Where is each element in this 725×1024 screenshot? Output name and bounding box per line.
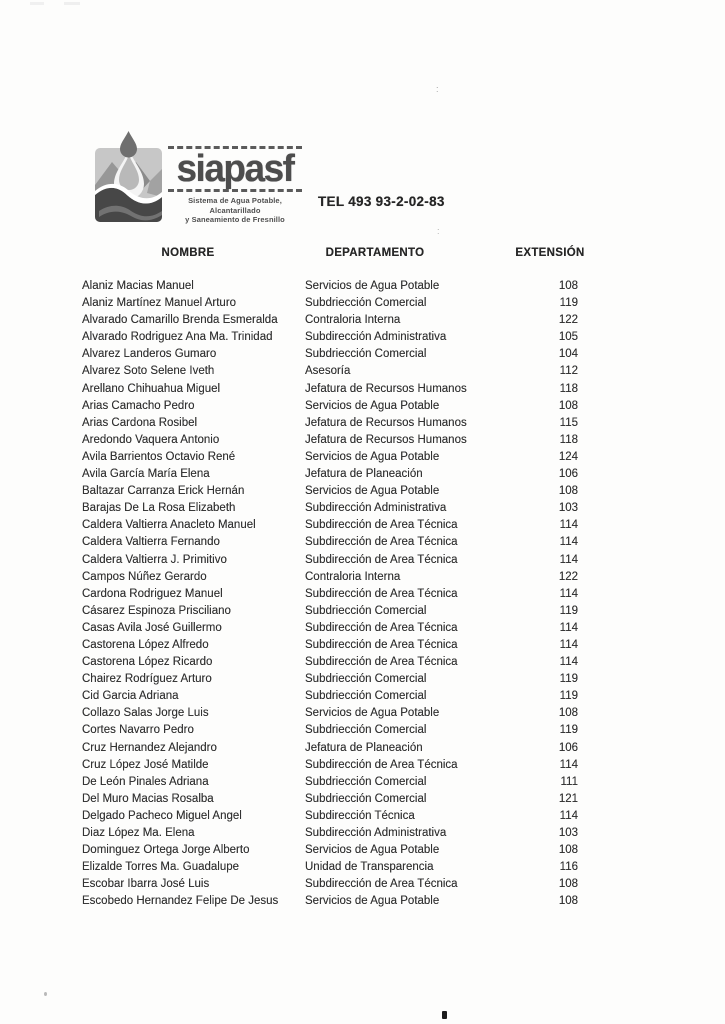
logo-tagline-line2: y Saneamiento de Fresnillo xyxy=(185,215,285,224)
employee-name: Alaniz Macias Manuel xyxy=(82,280,194,292)
table-row xyxy=(82,278,578,295)
employee-name: Caldera Valtierra Anacleto Manuel xyxy=(82,519,256,532)
employee-extension: 108 xyxy=(558,280,578,292)
employee-extension: 114 xyxy=(559,519,578,532)
employee-extension: 114 xyxy=(559,553,578,566)
employee-extension: 108 xyxy=(558,707,578,720)
table-row xyxy=(82,722,578,739)
employee-name: Chairez Rodríguez Arturo xyxy=(82,673,212,686)
employee-department: Subdirección de Area Técnica xyxy=(305,519,458,532)
employee-name: Cruz López José Matilde xyxy=(82,758,209,771)
table-row xyxy=(82,312,578,329)
employee-name: Alvarado Camarillo Brenda Esmeralda xyxy=(82,314,278,327)
table-row xyxy=(82,757,578,774)
employee-department: Contraloria Interna xyxy=(305,314,401,327)
table-row xyxy=(82,808,578,825)
employee-name: Barajas De La Rosa Elizabeth xyxy=(82,502,236,515)
employee-name: Alvarado Rodriguez Ana Ma. Trinidad xyxy=(82,331,273,344)
employee-department: Subdriección Comercial xyxy=(305,604,427,617)
table-row xyxy=(82,432,578,449)
employee-department: Subdirección Técnica xyxy=(305,809,415,822)
table-row xyxy=(82,295,578,312)
table-row xyxy=(82,329,578,346)
logo-tagline-line1: Sistema de Agua Potable, Alcantarillado xyxy=(188,196,282,215)
employee-department: Servicios de Agua Potable xyxy=(305,707,440,720)
employee-department: Subdirección de Area Técnica xyxy=(305,587,458,600)
header-departamento: DEPARTAMENTO xyxy=(325,247,425,259)
employee-department: Servicios de Agua Potable xyxy=(305,895,440,908)
employee-name: Diaz López Ma. Elena xyxy=(82,827,195,839)
siapasf-logo-text xyxy=(166,146,304,225)
table-row xyxy=(82,654,578,671)
employee-extension: 114 xyxy=(559,587,578,600)
employee-department: Subdriección Comercial xyxy=(305,348,427,361)
table-row xyxy=(82,398,578,415)
employee-name: Aredondo Vaquera Antonio xyxy=(82,433,220,446)
employee-extension: 108 xyxy=(558,878,578,891)
employee-department: Servicios de Agua Potable xyxy=(305,485,440,498)
employee-name: Arias Camacho Pedro xyxy=(82,399,195,412)
employee-extension: 114 xyxy=(559,536,578,549)
header-nombre: NOMBRE xyxy=(161,247,215,259)
table-row xyxy=(82,791,578,808)
employee-department: Servicios de Agua Potable xyxy=(305,844,440,857)
employee-name: Castorena López Ricardo xyxy=(82,656,213,669)
table-row xyxy=(82,466,578,483)
employee-extension: 122 xyxy=(558,570,578,583)
employee-name: Dominguez Ortega Jorge Alberto xyxy=(82,844,250,857)
table-row xyxy=(82,688,578,705)
table-row xyxy=(82,415,578,432)
employee-department: Subdirección de Area Técnica xyxy=(305,878,458,891)
employee-department: Unidad de Transparencia xyxy=(305,861,434,874)
table-row xyxy=(82,740,578,757)
header-extension: EXTENSIÓN xyxy=(515,247,585,259)
employee-extension: 124 xyxy=(558,450,578,463)
logo-tagline xyxy=(166,196,304,225)
employee-extension: 114 xyxy=(559,809,578,822)
scan-speck: : xyxy=(437,226,440,236)
employee-name: Cid Garcia Adriana xyxy=(82,690,179,703)
logo-dash-bottom xyxy=(168,189,302,192)
employee-extension: 114 xyxy=(559,621,578,634)
table-row xyxy=(82,534,578,551)
directory-rows xyxy=(82,278,578,910)
employee-extension: 106 xyxy=(558,741,578,754)
employee-name: Avila Barrientos Octavio René xyxy=(82,450,236,463)
table-row xyxy=(82,893,578,910)
table-row xyxy=(82,569,578,586)
employee-extension: 111 xyxy=(560,775,578,788)
employee-name: Caldera Valtierra Fernando xyxy=(82,536,220,549)
employee-extension: 105 xyxy=(558,331,578,344)
employee-name: Escobar Ibarra José Luis xyxy=(82,878,210,891)
table-row xyxy=(82,346,578,363)
employee-name: Caldera Valtierra J. Primitivo xyxy=(82,553,227,566)
employee-extension: 119 xyxy=(559,297,578,310)
phone-number: TEL 493 93-2-02-83 xyxy=(318,194,445,209)
employee-extension: 103 xyxy=(558,502,578,515)
employee-department: Subdriección Comercial xyxy=(305,673,427,686)
employee-name: Arellano Chihuahua Miguel xyxy=(82,382,221,395)
water-drop-mountains-wave-icon xyxy=(95,131,162,223)
table-row xyxy=(82,705,578,722)
table-row xyxy=(82,500,578,517)
table-row xyxy=(82,517,578,534)
employee-extension: 119 xyxy=(559,690,578,703)
employee-extension: 104 xyxy=(558,348,578,361)
employee-department: Subdirección Administrativa xyxy=(305,502,447,515)
employee-extension: 114 xyxy=(559,638,578,651)
employee-extension: 118 xyxy=(559,382,578,395)
scan-speck xyxy=(30,2,44,5)
employee-name: Avila García María Elena xyxy=(82,468,210,481)
table-row xyxy=(82,381,578,398)
employee-name: Alvarez Landeros Gumaro xyxy=(82,348,217,361)
employee-extension: 108 xyxy=(558,399,578,412)
employee-name: De León Pinales Adriana xyxy=(82,775,209,788)
employee-name: Castorena López Alfredo xyxy=(82,638,209,651)
employee-name: Baltazar Carranza Erick Hernán xyxy=(82,485,245,498)
employee-department: Servicios de Agua Potable xyxy=(305,399,440,412)
table-row xyxy=(82,774,578,791)
directory-header-row xyxy=(0,247,725,263)
employee-extension: 106 xyxy=(558,468,578,481)
scan-speck: : xyxy=(436,84,439,94)
employee-department: Jefatura de Recursos Humanos xyxy=(305,382,467,395)
employee-name: Cortes Navarro Pedro xyxy=(82,724,194,737)
employee-extension: 119 xyxy=(559,673,578,686)
employee-extension: 122 xyxy=(558,314,578,327)
employee-name: Alaniz Martínez Manuel Arturo xyxy=(82,297,237,310)
logo-wordmark: siapasf xyxy=(176,147,294,190)
table-row xyxy=(82,363,578,380)
table-row xyxy=(82,483,578,500)
scan-speck xyxy=(442,1011,447,1019)
employee-name: Delgado Pacheco Miguel Angel xyxy=(82,809,242,822)
employee-name: Cásarez Espinoza Prisciliano xyxy=(82,604,231,617)
employee-department: Subdirección de Area Técnica xyxy=(305,758,458,771)
employee-department: Subdriección Comercial xyxy=(305,690,427,703)
employee-extension: 103 xyxy=(558,827,578,839)
employee-department: Servicios de Agua Potable xyxy=(305,280,440,292)
employee-extension: 119 xyxy=(559,604,578,617)
employee-name: Cruz Hernandez Alejandro xyxy=(82,741,217,754)
siapasf-logo-emblem xyxy=(95,131,162,223)
employee-department: Subdirección Administrativa xyxy=(305,331,447,344)
employee-extension: 108 xyxy=(558,485,578,498)
employee-extension: 112 xyxy=(559,365,578,378)
employee-name: Casas Avila José Guillermo xyxy=(82,621,222,634)
employee-department: Subdirección Administrativa xyxy=(305,827,447,839)
table-row xyxy=(82,586,578,603)
employee-department: Jefatura de Recursos Humanos xyxy=(305,433,467,446)
scan-speck xyxy=(64,2,80,5)
employee-name: Arias Cardona Rosibel xyxy=(82,416,198,429)
employee-department: Subdriección Comercial xyxy=(305,792,427,805)
table-row xyxy=(82,859,578,876)
employee-department: Subdriección Comercial xyxy=(305,724,427,737)
table-row xyxy=(82,603,578,620)
employee-extension: 116 xyxy=(559,861,578,874)
employee-name: Del Muro Macias Rosalba xyxy=(82,792,214,805)
employee-extension: 121 xyxy=(558,792,578,805)
employee-name: Escobedo Hernandez Felipe De Jesus xyxy=(82,895,279,908)
table-row xyxy=(82,671,578,688)
employee-extension: 114 xyxy=(559,656,578,669)
table-row xyxy=(82,842,578,859)
employee-department: Subdriección Comercial xyxy=(305,775,427,788)
employee-department: Subdirección de Area Técnica xyxy=(305,638,458,651)
employee-name: Elizalde Torres Ma. Guadalupe xyxy=(82,861,240,874)
employee-department: Subdirección de Area Técnica xyxy=(305,656,458,669)
employee-department: Subdriección Comercial xyxy=(305,297,427,310)
employee-extension: 115 xyxy=(559,416,578,429)
table-row xyxy=(82,637,578,654)
employee-name: Cardona Rodriguez Manuel xyxy=(82,587,223,600)
employee-extension: 108 xyxy=(558,895,578,908)
employee-extension: 108 xyxy=(558,844,578,857)
employee-name: Campos Núñez Gerardo xyxy=(82,570,207,583)
employee-extension: 118 xyxy=(559,433,578,446)
employee-name: Alvarez Soto Selene Iveth xyxy=(82,365,215,378)
employee-department: Subdirección de Area Técnica xyxy=(305,553,458,566)
scan-speck xyxy=(44,992,47,996)
employee-department: Subdirección de Area Técnica xyxy=(305,621,458,634)
table-row xyxy=(82,552,578,569)
table-row xyxy=(82,876,578,893)
table-row xyxy=(82,825,578,842)
employee-department: Jefatura de Planeación xyxy=(305,468,423,481)
employee-department: Servicios de Agua Potable xyxy=(305,450,440,463)
employee-department: Contraloria Interna xyxy=(305,570,401,583)
employee-department: Asesoría xyxy=(305,365,351,378)
employee-department: Jefatura de Recursos Humanos xyxy=(305,416,467,429)
employee-department: Jefatura de Planeación xyxy=(305,741,423,754)
table-row xyxy=(82,449,578,466)
employee-name: Collazo Salas Jorge Luis xyxy=(82,707,209,720)
table-row xyxy=(82,620,578,637)
employee-extension: 119 xyxy=(559,724,578,737)
employee-department: Subdirección de Area Técnica xyxy=(305,536,458,549)
employee-extension: 114 xyxy=(559,758,578,771)
